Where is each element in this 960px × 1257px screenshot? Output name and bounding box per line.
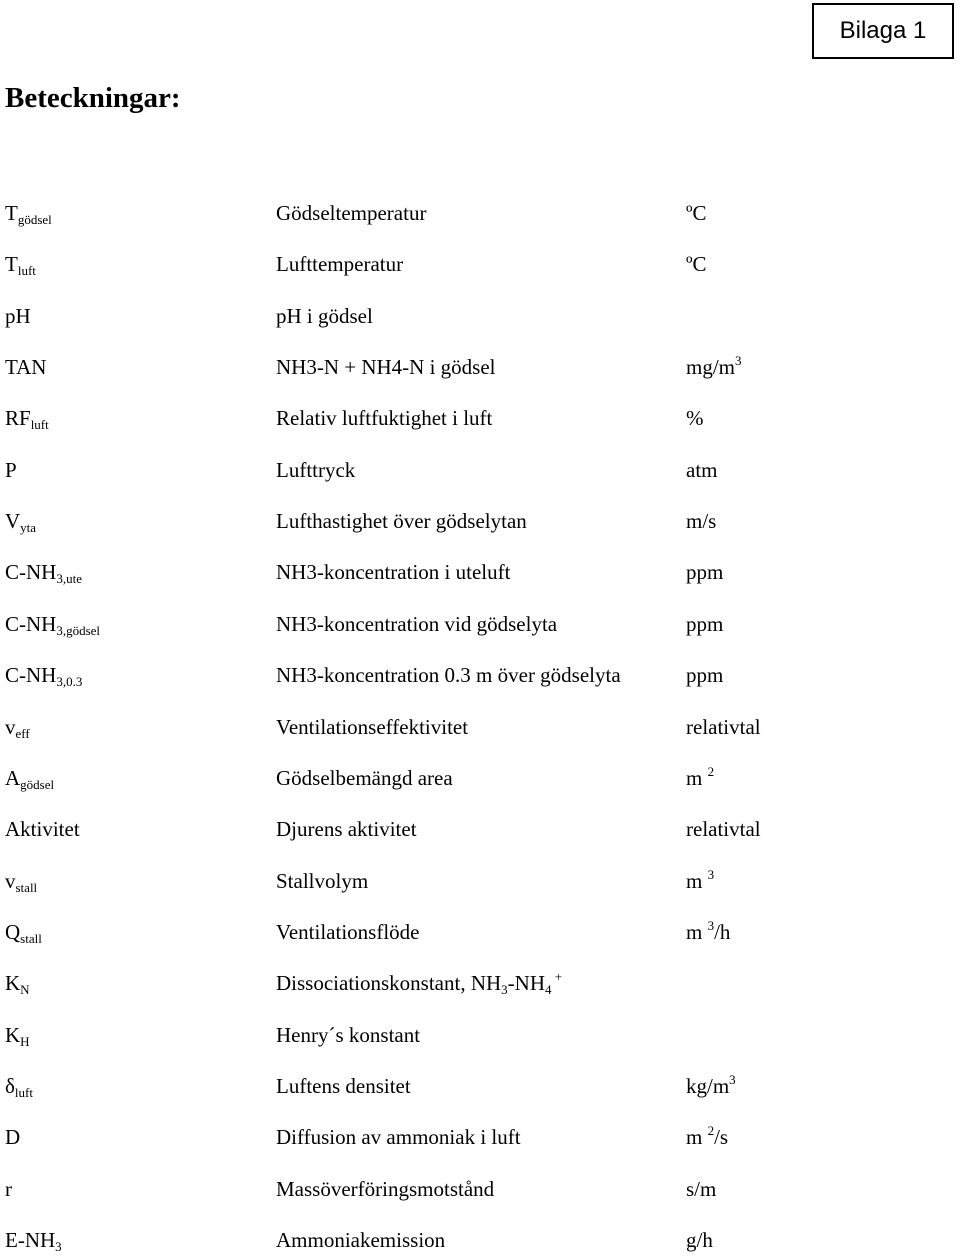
symbol-main: A — [5, 765, 21, 790]
description — [276, 1069, 411, 1103]
superscript: 3 — [707, 917, 715, 933]
superscript: 3 — [707, 866, 715, 882]
symbol-subscript: stall — [15, 879, 38, 895]
symbol — [5, 1223, 62, 1257]
unit — [686, 504, 716, 538]
notation-row — [0, 658, 960, 692]
unit — [686, 710, 761, 744]
description — [276, 196, 426, 230]
description — [276, 350, 496, 384]
text-part: ºC — [686, 201, 707, 225]
notation-row — [0, 350, 960, 384]
symbol — [5, 401, 49, 435]
symbol-main: r — [5, 1176, 12, 1201]
symbol-subscript: eff — [15, 725, 30, 741]
symbol — [5, 812, 80, 846]
text-part: Gödseltemperatur — [276, 201, 427, 225]
description — [276, 710, 468, 744]
notation-row — [0, 247, 960, 281]
description — [276, 966, 562, 1000]
symbol — [5, 915, 42, 949]
symbol-main: D — [5, 1125, 21, 1150]
text-part: atm — [686, 457, 718, 482]
unit — [686, 196, 707, 230]
symbol — [5, 247, 36, 281]
symbol-main: v — [5, 714, 16, 739]
notation-row — [0, 401, 960, 435]
text-part: g/h — [686, 1228, 713, 1252]
text-part: Dissociationskonstant, NH — [276, 971, 502, 996]
notation-row — [0, 453, 960, 487]
notation-row — [0, 864, 960, 898]
text-part: NH3-N + NH4-N i gödsel — [276, 355, 496, 380]
appendix-badge: Bilaga 1 — [812, 3, 954, 59]
text-part: -NH — [507, 971, 545, 996]
superscript: + — [551, 969, 563, 985]
symbol-main: T — [5, 252, 18, 277]
notation-row — [0, 966, 960, 1000]
text-part: ppm — [686, 663, 724, 688]
description — [276, 1120, 521, 1154]
notation-row — [0, 504, 960, 538]
text-part: m — [686, 919, 708, 944]
symbol-main: TAN — [5, 355, 47, 380]
superscript: 2 — [707, 1123, 715, 1139]
symbol-main: C-NH — [5, 611, 57, 636]
description — [276, 658, 621, 692]
text-part: m — [686, 1125, 708, 1150]
unit — [686, 658, 723, 692]
symbol-main: T — [5, 201, 18, 225]
notation-row — [0, 299, 960, 333]
symbol-subscript: 3,gödsel — [56, 622, 101, 638]
symbol — [5, 761, 54, 795]
symbol — [5, 1018, 30, 1052]
text-part: Stallvolym — [276, 868, 369, 893]
notation-row — [0, 915, 960, 949]
symbol-subscript: yta — [20, 520, 37, 536]
symbol-main: C-NH — [5, 560, 57, 585]
symbol — [5, 966, 30, 1000]
notation-row — [0, 1069, 960, 1103]
symbol-subscript: 3,0.3 — [56, 674, 83, 690]
symbol — [5, 1069, 33, 1103]
symbol-subscript: H — [20, 1033, 30, 1049]
text-part: ppm — [686, 611, 724, 636]
notation-row — [0, 1120, 960, 1154]
symbol-main: C-NH — [5, 663, 57, 688]
symbol — [5, 1120, 20, 1154]
unit — [686, 915, 730, 949]
text-part: Relativ luftfuktighet i luft — [276, 406, 493, 431]
symbol — [5, 555, 82, 589]
symbol-main: V — [5, 509, 21, 534]
description — [276, 453, 355, 487]
text-part: Lufttemperatur — [276, 252, 404, 277]
unit — [686, 350, 742, 384]
symbol-subscript: gödsel — [20, 776, 55, 792]
text-part: m — [686, 765, 708, 790]
symbol-main: K — [5, 1022, 21, 1047]
superscript: 3 — [729, 1071, 736, 1087]
unit — [686, 1172, 716, 1206]
symbol-main: K — [5, 971, 21, 996]
description — [276, 864, 368, 898]
symbol — [5, 453, 17, 487]
unit — [686, 401, 704, 435]
unit — [686, 1223, 713, 1257]
text-part: ºC — [686, 252, 707, 277]
notation-row — [0, 1223, 960, 1257]
text-part: Ammoniakemission — [276, 1228, 446, 1252]
symbol-main: P — [5, 457, 17, 482]
unit — [686, 453, 718, 487]
text-part: % — [686, 406, 704, 431]
notation-row — [0, 196, 960, 230]
description — [276, 401, 492, 435]
text-part: Ventilationsflöde — [276, 919, 420, 944]
text-part: NH3-koncentration vid gödselyta — [276, 611, 558, 636]
text-part: Henry´s konstant — [276, 1022, 421, 1047]
symbol-subscript: N — [20, 982, 30, 998]
symbol-subscript: luft — [14, 1084, 33, 1100]
symbol-main: Aktivitet — [5, 817, 80, 842]
symbol — [5, 504, 36, 538]
text-part: m/s — [686, 509, 717, 534]
symbol — [5, 299, 31, 333]
text-part: Lufthastighet över gödselytan — [276, 509, 527, 534]
symbol-subscript: stall — [20, 930, 42, 946]
notation-row — [0, 555, 960, 589]
symbol — [5, 864, 37, 898]
superscript: 2 — [707, 763, 715, 779]
notation-row — [0, 812, 960, 846]
text-part: Luftens densitet — [276, 1073, 411, 1098]
symbol — [5, 196, 52, 230]
description — [276, 504, 527, 538]
unit — [686, 812, 761, 846]
symbol-main: pH — [5, 303, 31, 328]
text-part: ppm — [686, 560, 724, 585]
notation-row — [0, 761, 960, 795]
text-part: s/m — [686, 1176, 717, 1201]
description — [276, 915, 419, 949]
text-part: mg/m — [686, 355, 736, 380]
symbol-main: Q — [5, 919, 21, 944]
symbol — [5, 710, 30, 744]
text-part: relativtal — [686, 817, 761, 842]
description — [276, 812, 417, 846]
unit — [686, 247, 707, 281]
description — [276, 1172, 494, 1206]
description — [276, 555, 510, 589]
text-part: Massöverföringsmotstånd — [276, 1176, 495, 1201]
symbol-subscript: 3,ute — [56, 571, 82, 587]
symbol — [5, 607, 100, 641]
unit — [686, 864, 714, 898]
symbol — [5, 1172, 12, 1206]
subscript: 4 — [544, 982, 552, 998]
unit — [686, 607, 723, 641]
text-part: NH3-koncentration 0.3 m över gödselyta — [276, 663, 621, 688]
text-part: Gödselbemängd area — [276, 765, 453, 790]
notation-row — [0, 1018, 960, 1052]
symbol-main: v — [5, 868, 16, 893]
unit — [686, 761, 714, 795]
text-part: Diffusion av ammoniak i luft — [276, 1125, 521, 1150]
description — [276, 299, 373, 333]
symbol-subscript: 3 — [55, 1239, 62, 1254]
notation-row — [0, 710, 960, 744]
unit — [686, 1069, 736, 1103]
symbol-main: E-NH — [5, 1228, 56, 1252]
symbol-subscript: gödsel — [17, 212, 52, 227]
notation-row — [0, 607, 960, 641]
description — [276, 1018, 420, 1052]
symbol-subscript: luft — [30, 417, 49, 433]
text-part: Djurens aktivitet — [276, 817, 417, 842]
symbol — [5, 658, 82, 692]
text-part: m — [686, 868, 708, 893]
unit — [686, 1120, 728, 1154]
superscript: 3 — [735, 353, 742, 369]
text-part: relativtal — [686, 714, 761, 739]
description — [276, 607, 557, 641]
text-part: /h — [714, 919, 731, 944]
text-part: /s — [714, 1125, 729, 1150]
description — [276, 247, 403, 281]
unit — [686, 555, 723, 589]
subscript: 3 — [501, 982, 508, 998]
symbol — [5, 350, 46, 384]
symbol-main: δ — [5, 1073, 15, 1098]
text-part: Lufttryck — [276, 457, 356, 482]
text-part: kg/m — [686, 1073, 730, 1098]
page-heading: Beteckningar: — [5, 82, 181, 114]
notation-row — [0, 1172, 960, 1206]
symbol-subscript: luft — [17, 263, 36, 279]
symbol-main: RF — [5, 406, 31, 431]
text-part: NH3-koncentration i uteluft — [276, 560, 511, 585]
description — [276, 1223, 445, 1257]
description — [276, 761, 453, 795]
text-part: Ventilationseffektivitet — [276, 714, 469, 739]
text-part: pH i gödsel — [276, 303, 373, 328]
